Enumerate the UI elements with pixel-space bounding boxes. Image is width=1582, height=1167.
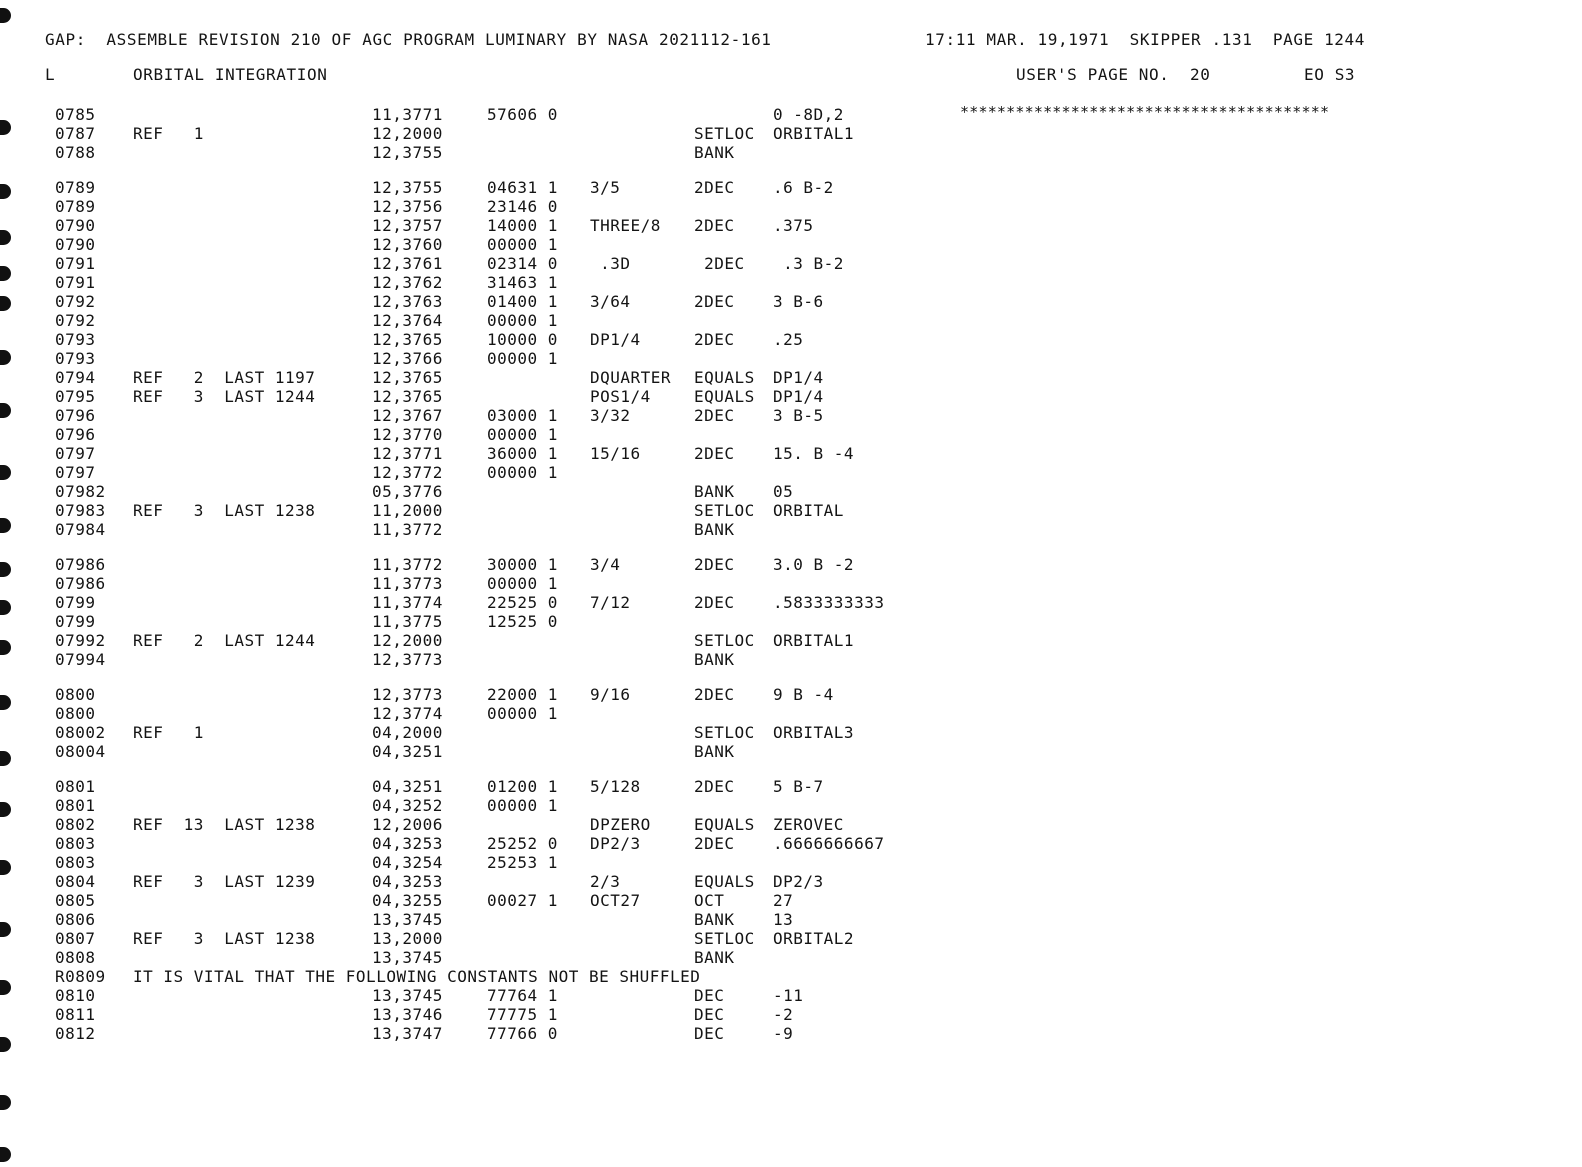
address: 12,3763 (372, 292, 443, 311)
opcode: EQUALS (694, 368, 755, 387)
symbol-label: 15/16 (590, 444, 641, 463)
opcode: 2DEC (694, 292, 735, 311)
listing-row (0, 834, 1582, 853)
listing-row (0, 891, 1582, 910)
listing-row (0, 650, 1582, 669)
address: 13,2000 (372, 929, 443, 948)
line-number: 0794 (55, 368, 96, 387)
opcode: 2DEC (694, 685, 735, 704)
ref-info: REF 3 LAST 1238 (133, 929, 316, 948)
assembly-listing (0, 105, 1582, 1043)
line-number: 0803 (55, 853, 96, 872)
feed-hole (0, 8, 11, 23)
address: 04,3251 (372, 777, 443, 796)
octal-word: 00000 1 (487, 349, 558, 368)
address: 13,3745 (372, 910, 443, 929)
address: 12,3773 (372, 650, 443, 669)
opcode: BANK (694, 910, 735, 929)
line-number: 0793 (55, 330, 96, 349)
operand: 27 (773, 891, 794, 910)
asterisk-banner: **************************************** (960, 103, 1330, 121)
operand: 3.0 B -2 (773, 555, 855, 574)
listing-row (0, 273, 1582, 292)
listing-row (0, 574, 1582, 593)
operand: .5833333333 (773, 593, 885, 612)
listing-row (0, 197, 1582, 216)
header-assemble-line: GAP: ASSEMBLE REVISION 210 OF AGC PROGRAM LUMINARY BY NASA 2021112-161 (45, 30, 772, 49)
listing-row (0, 1024, 1582, 1043)
line-number: 0788 (55, 143, 96, 162)
line-number: 0811 (55, 1005, 96, 1024)
line-number: 07984 (55, 520, 106, 539)
opcode: 2DEC (694, 555, 735, 574)
opcode: DEC (694, 1005, 725, 1024)
operand: .25 (773, 330, 804, 349)
operand: ZEROVEC (773, 815, 844, 834)
listing-row (0, 501, 1582, 520)
listing-row (0, 910, 1582, 929)
listing-row (0, 520, 1582, 539)
symbol-label: 3/64 (590, 292, 631, 311)
opcode: BANK (694, 650, 735, 669)
opcode: SETLOC (694, 631, 755, 650)
listing-row (0, 105, 1582, 124)
listing-row (0, 872, 1582, 891)
listing-row (0, 178, 1582, 197)
line-number: 0803 (55, 834, 96, 853)
operand: 13 (773, 910, 794, 929)
listing-row (0, 254, 1582, 273)
line-number: 0810 (55, 986, 96, 1005)
line-number: 0801 (55, 796, 96, 815)
ref-info: REF 2 LAST 1197 (133, 368, 316, 387)
operand: .375 (773, 216, 814, 235)
octal-word: 00000 1 (487, 796, 558, 815)
comment-text: IT IS VITAL THAT THE FOLLOWING CONSTANTS NOT BE SHUFFLED (133, 967, 701, 986)
symbol-label: .3D (590, 254, 631, 273)
symbol-label: 2/3 (590, 872, 621, 891)
listing-row (0, 948, 1582, 967)
address: 11,2000 (372, 501, 443, 520)
octal-word: 01200 1 (487, 777, 558, 796)
line-number: 0804 (55, 872, 96, 891)
address: 12,3765 (372, 387, 443, 406)
line-number: 0790 (55, 216, 96, 235)
listing-row (0, 723, 1582, 742)
symbol-label: DPZERO (590, 815, 651, 834)
octal-word: 36000 1 (487, 444, 558, 463)
opcode: EQUALS (694, 815, 755, 834)
header-date-page: 17:11 MAR. 19,1971 SKIPPER .131 PAGE 1244 (925, 30, 1366, 49)
octal-word: 00000 1 (487, 704, 558, 723)
octal-word: 00000 1 (487, 463, 558, 482)
line-number: 0797 (55, 463, 96, 482)
symbol-label: DP1/4 (590, 330, 641, 349)
octal-word: 31463 1 (487, 273, 558, 292)
listing-marker: L (45, 65, 56, 84)
listing-row (0, 986, 1582, 1005)
listing-row (0, 555, 1582, 574)
address: 12,3761 (372, 254, 443, 273)
listing-row (0, 387, 1582, 406)
address: 04,2000 (372, 723, 443, 742)
line-number: 0793 (55, 349, 96, 368)
address: 12,2000 (372, 631, 443, 650)
line-number: 07982 (55, 482, 106, 501)
listing-row (0, 853, 1582, 872)
line-number: 0787 (55, 124, 96, 143)
line-number: 0800 (55, 704, 96, 723)
opcode: 2DEC (694, 406, 735, 425)
address: 05,3776 (372, 482, 443, 501)
address: 13,3746 (372, 1005, 443, 1024)
line-number: 0805 (55, 891, 96, 910)
listing-row (0, 1005, 1582, 1024)
address: 11,3774 (372, 593, 443, 612)
octal-word: 57606 0 (487, 105, 558, 124)
octal-word: 12525 0 (487, 612, 558, 631)
listing-row (0, 796, 1582, 815)
opcode: EQUALS (694, 872, 755, 891)
address: 04,3255 (372, 891, 443, 910)
address: 04,3253 (372, 872, 443, 891)
opcode: 2DEC (694, 330, 735, 349)
listing-row (0, 368, 1582, 387)
octal-word: 77766 0 (487, 1024, 558, 1043)
line-number: 07986 (55, 555, 106, 574)
line-number: 0807 (55, 929, 96, 948)
ref-info: REF 3 LAST 1244 (133, 387, 316, 406)
opcode: SETLOC (694, 929, 755, 948)
symbol-label: OCT27 (590, 891, 641, 910)
line-number: 08004 (55, 742, 106, 761)
opcode: BANK (694, 482, 735, 501)
line-number: 0791 (55, 273, 96, 292)
symbol-label: THREE/8 (590, 216, 661, 235)
opcode: DEC (694, 986, 725, 1005)
ref-info: REF 1 (133, 124, 204, 143)
address: 12,2000 (372, 124, 443, 143)
address: 12,3767 (372, 406, 443, 425)
octal-word: 22525 0 (487, 593, 558, 612)
octal-word: 04631 1 (487, 178, 558, 197)
line-number: 0799 (55, 593, 96, 612)
line-number: R0809 (55, 967, 106, 986)
operand: 0 -8D,2 (773, 105, 844, 124)
address: 13,3745 (372, 948, 443, 967)
listing-row (0, 482, 1582, 501)
opcode: BANK (694, 143, 735, 162)
octal-word: 77764 1 (487, 986, 558, 1005)
octal-word: 14000 1 (487, 216, 558, 235)
octal-word: 00000 1 (487, 235, 558, 254)
listing-row (0, 216, 1582, 235)
opcode: 2DEC (694, 178, 735, 197)
listing-row (0, 704, 1582, 723)
line-number: 08002 (55, 723, 106, 742)
listing-row (0, 631, 1582, 650)
address: 11,3773 (372, 574, 443, 593)
address: 11,3772 (372, 555, 443, 574)
opcode: 2DEC (694, 444, 735, 463)
octal-word: 01400 1 (487, 292, 558, 311)
symbol-label: 9/16 (590, 685, 631, 704)
address: 13,3747 (372, 1024, 443, 1043)
octal-word: 00000 1 (487, 574, 558, 593)
operand: .6666666667 (773, 834, 885, 853)
address: 12,3765 (372, 368, 443, 387)
opcode: SETLOC (694, 723, 755, 742)
address: 12,3755 (372, 178, 443, 197)
operand: .3 B-2 (773, 254, 844, 273)
operand: ORBITAL3 (773, 723, 855, 742)
line-number: 0800 (55, 685, 96, 704)
octal-word: 77775 1 (487, 1005, 558, 1024)
octal-word: 25253 1 (487, 853, 558, 872)
line-number: 0808 (55, 948, 96, 967)
listing-row (0, 143, 1582, 162)
operand: .6 B-2 (773, 178, 834, 197)
listing-row (0, 425, 1582, 444)
opcode: BANK (694, 948, 735, 967)
operand: DP1/4 (773, 368, 824, 387)
operand: ORBITAL2 (773, 929, 855, 948)
address: 12,2006 (372, 815, 443, 834)
listing-row (0, 593, 1582, 612)
line-number: 0796 (55, 406, 96, 425)
listing-row (0, 463, 1582, 482)
symbol-label: 5/128 (590, 777, 641, 796)
line-number: 07983 (55, 501, 106, 520)
line-number: 0799 (55, 612, 96, 631)
address: 11,3771 (372, 105, 443, 124)
listing-row (0, 612, 1582, 631)
octal-word: 02314 0 (487, 254, 558, 273)
operand: -2 (773, 1005, 794, 1024)
ref-info: REF 2 LAST 1244 (133, 631, 316, 650)
opcode: EQUALS (694, 387, 755, 406)
line-number: 0791 (55, 254, 96, 273)
operand: 5 B-7 (773, 777, 824, 796)
symbol-label: DP2/3 (590, 834, 641, 853)
ref-info: REF 3 LAST 1238 (133, 501, 316, 520)
opcode: 2DEC (694, 216, 735, 235)
listing-row (0, 815, 1582, 834)
opcode: SETLOC (694, 501, 755, 520)
octal-word: 00000 1 (487, 311, 558, 330)
listing-row (0, 444, 1582, 463)
listing-row (0, 685, 1582, 704)
symbol-label: POS1/4 (590, 387, 651, 406)
line-number: 0789 (55, 197, 96, 216)
opcode: 2DEC (694, 254, 745, 273)
octal-word: 25252 0 (487, 834, 558, 853)
line-number: 0801 (55, 777, 96, 796)
octal-word: 23146 0 (487, 197, 558, 216)
address: 12,3757 (372, 216, 443, 235)
line-number: 0812 (55, 1024, 96, 1043)
octal-word: 30000 1 (487, 555, 558, 574)
symbol-label: 3/5 (590, 178, 621, 197)
listing-row (0, 330, 1582, 349)
address: 12,3765 (372, 330, 443, 349)
address: 12,3762 (372, 273, 443, 292)
listing-row (0, 406, 1582, 425)
octal-word: 10000 0 (487, 330, 558, 349)
symbol-label: 3/32 (590, 406, 631, 425)
opcode: 2DEC (694, 777, 735, 796)
address: 11,3775 (372, 612, 443, 631)
eo-code: EO S3 (1304, 65, 1356, 84)
address: 12,3756 (372, 197, 443, 216)
ref-info: REF 1 (133, 723, 204, 742)
address: 12,3760 (372, 235, 443, 254)
line-number: 0789 (55, 178, 96, 197)
line-number: 0796 (55, 425, 96, 444)
symbol-label: 7/12 (590, 593, 631, 612)
operand: 15. B -4 (773, 444, 855, 463)
operand: -9 (773, 1024, 794, 1043)
comment-row (0, 967, 1582, 986)
users-page-number: USER'S PAGE NO. 20 (1016, 65, 1211, 84)
section-title: ORBITAL INTEGRATION (133, 65, 328, 84)
line-number: 0792 (55, 292, 96, 311)
feed-hole (0, 1095, 11, 1110)
address: 12,3774 (372, 704, 443, 723)
listing-row (0, 742, 1582, 761)
listing-row (0, 292, 1582, 311)
operand: DP2/3 (773, 872, 824, 891)
address: 11,3772 (372, 520, 443, 539)
address: 12,3773 (372, 685, 443, 704)
address: 04,3251 (372, 742, 443, 761)
operand: ORBITAL1 (773, 124, 855, 143)
symbol-label: DQUARTER (590, 368, 672, 387)
octal-word: 00000 1 (487, 425, 558, 444)
listing-row (0, 311, 1582, 330)
operand: 3 B-5 (773, 406, 824, 425)
address: 04,3252 (372, 796, 443, 815)
address: 04,3254 (372, 853, 443, 872)
line-number: 0806 (55, 910, 96, 929)
operand: 9 B -4 (773, 685, 834, 704)
listing-row (0, 349, 1582, 368)
octal-word: 22000 1 (487, 685, 558, 704)
line-number: 0785 (55, 105, 96, 124)
operand: 3 B-6 (773, 292, 824, 311)
address: 12,3766 (372, 349, 443, 368)
listing-row (0, 929, 1582, 948)
operand: ORBITAL (773, 501, 844, 520)
line-number: 0795 (55, 387, 96, 406)
opcode: OCT (694, 891, 725, 910)
feed-hole (0, 1147, 11, 1162)
listing-row (0, 124, 1582, 143)
opcode: 2DEC (694, 834, 735, 853)
address: 12,3770 (372, 425, 443, 444)
symbol-label: 3/4 (590, 555, 621, 574)
line-number: 07994 (55, 650, 106, 669)
listing-row (0, 235, 1582, 254)
operand: DP1/4 (773, 387, 824, 406)
opcode: BANK (694, 742, 735, 761)
line-number: 07986 (55, 574, 106, 593)
address: 12,3764 (372, 311, 443, 330)
line-number: 0802 (55, 815, 96, 834)
opcode: DEC (694, 1024, 725, 1043)
operand: -11 (773, 986, 804, 1005)
address: 12,3771 (372, 444, 443, 463)
line-number: 0792 (55, 311, 96, 330)
opcode: SETLOC (694, 124, 755, 143)
opcode: BANK (694, 520, 735, 539)
address: 12,3772 (372, 463, 443, 482)
octal-word: 03000 1 (487, 406, 558, 425)
address: 04,3253 (372, 834, 443, 853)
operand: 05 (773, 482, 794, 501)
address: 12,3755 (372, 143, 443, 162)
line-number: 0797 (55, 444, 96, 463)
ref-info: REF 3 LAST 1239 (133, 872, 316, 891)
ref-info: REF 13 LAST 1238 (133, 815, 316, 834)
address: 13,3745 (372, 986, 443, 1005)
octal-word: 00027 1 (487, 891, 558, 910)
line-number: 0790 (55, 235, 96, 254)
operand: ORBITAL1 (773, 631, 855, 650)
line-number: 07992 (55, 631, 106, 650)
listing-row (0, 777, 1582, 796)
opcode: 2DEC (694, 593, 735, 612)
